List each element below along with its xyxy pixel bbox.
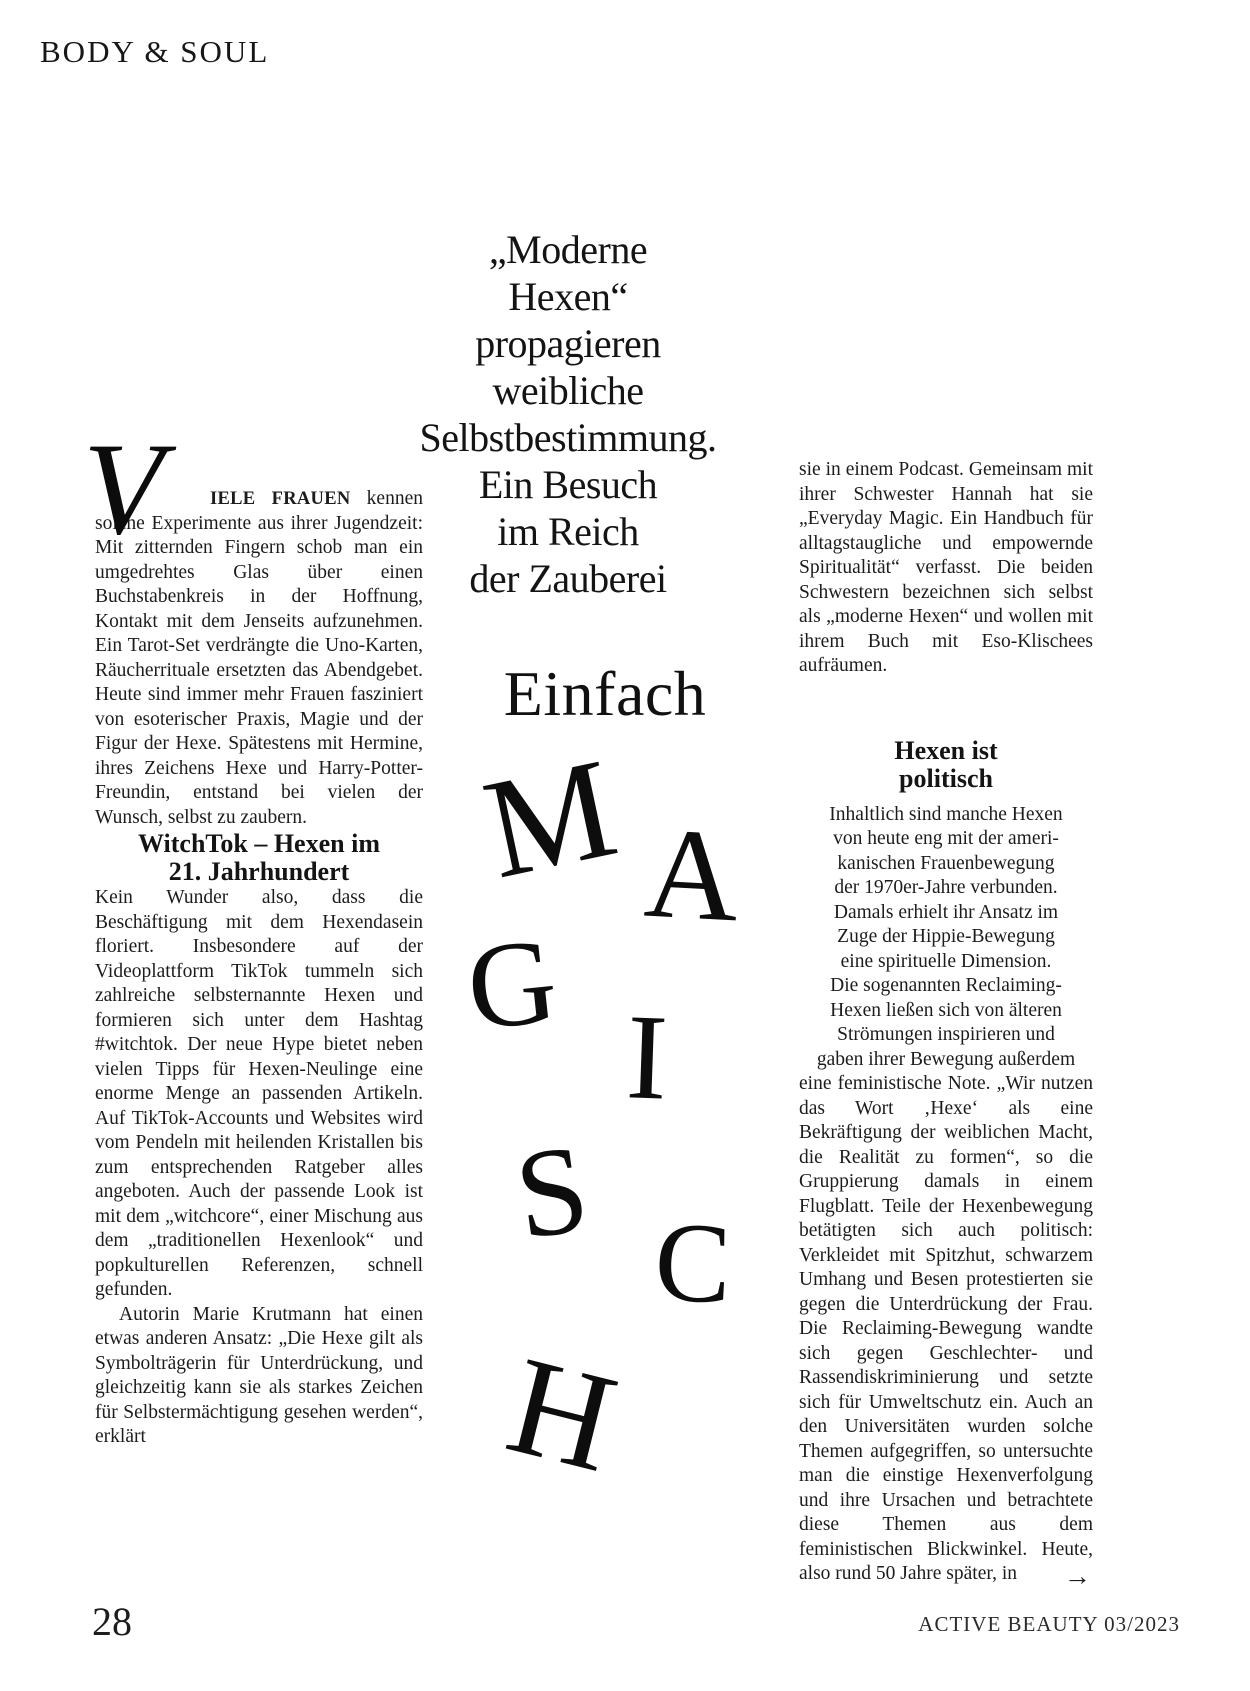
subhead-line: Hexen ist xyxy=(894,735,998,765)
pull-quote xyxy=(370,226,766,602)
wrapped-text-line: Zuge der Hippie-Bewegung xyxy=(837,926,1055,947)
scatter-letter-c: C xyxy=(652,1197,734,1328)
page-number: 28 xyxy=(92,1599,132,1644)
body-paragraph: sie in einem Podcast. Gemeinsam mit ihrer Schwester Hannah hat sie „Everyday Magic. Ein Handbuch für alltagstaugliche und empowernde Spiritualität“ verfasst. Die beiden Schwestern bezeichnen sich selbst als „moderne Hexen“ und wollen mit ihrem Buch mit Eso-Klischees aufräumen. xyxy=(799,459,1093,676)
wrapped-text-line: Strömungen inspirieren und xyxy=(837,1024,1055,1045)
body-paragraph: Autorin Marie Krutmann hat einen etwas anderen Ansatz: „Die Hexe gilt als Symbolträgerin für Unterdrückung, und gleichzeitig kann sie als starkes Zeichen für Selbstermächtigung gesehen werden“, erklärt xyxy=(95,1303,423,1447)
wrapped-text-block xyxy=(799,803,1093,1073)
intro-text: kennen solche Experimente aus ihrer Jugendzeit: Mit zitternden Fingern schob man ein umgedrehtes Glas über einen Buchstabenkreis in der Hoffnung, Kontakt mit dem Jenseits aufzunehmen. Ein Tarot-Set verdrängte die Uno-Karten, Räucherrituale ersetzten das Abendgebet. Heute sind immer mehr Frauen fasziniert von esoterischer Praxis, Magie und der Figur der Hexe. Spätestens mit Hermine, ihres Zeichens Hexe und Harry-Potter-Freundin, entstand bei vielen der Wunsch, selbst zu zaubern. xyxy=(95,488,423,828)
pull-quote-line: im Reich xyxy=(497,509,639,554)
subhead-line: 21. Jahrhundert xyxy=(168,857,350,886)
wrapped-text-line: von heute eng mit der ameri- xyxy=(833,828,1059,849)
section-label: BODY & SOUL xyxy=(40,34,270,69)
pull-quote-line: Ein Besuch xyxy=(478,462,658,507)
wrapped-text-line: Hexen ließen sich von älteren xyxy=(830,999,1062,1021)
wrapped-text-line: kanischen Frauenbewegung xyxy=(837,852,1055,874)
body-text: eine feministische Note. „Wir nutzen das Wort ‚Hexe‘ als eine Bekräftigung der weiblichen Macht, die Realität zu formen“, so die Gruppierung damals in einem Flugblatt. Teile der Hexenbewegung betätigten sich auch politisch: Verkleidet mit Spitzhut, schwarzem Umhang und Besen protestierten sie gegen die Unterdrückung der Frau. Die Reclaiming-Bewegung wandte sich gegen Geschlechter- und Rassendiskriminierung und setzte sich für Umweltschutz ein. Auch an den Universitäten wurden solche Themen aufgegriffen, so untersuchte man die einstige Hexenverfolgung und ihre Ursachen und betrachtete diese Themen aus dem feministischen Blickwinkel. Heute, also rund 50 Jahre später, in xyxy=(799,1073,1093,1584)
wrapped-text-line: der 1970er-Jahre verbunden. xyxy=(834,877,1058,898)
body-paragraph: Kein Wunder also, dass die Beschäftigung mit dem Hexendasein floriert. Insbesondere auf der Videoplattform TikTok tummeln sich zahlreiche selbsternannte Hexen und formieren sich unter dem Hashtag #witchtok. Der neue Hype bietet neben vielen Tipps für Hexen-Neulinge eine enorme Menge an passenden Artikeln. Auf TikTok-Accounts und Websites wird vom Pendeln mit heilenden Kristallen bis zum entsprechenden Ratgeber alles angeboten. Auch der passende Look ist mit dem „witchcore“, einer Mischung aus dem „traditionellen Hexenlook“ und popkulturellen Referenzen, schnell gefunden. xyxy=(95,887,423,1300)
scatter-letter-i: I xyxy=(624,989,670,1126)
wrapped-text-line: Die sogenannten Reclaiming- xyxy=(830,975,1062,996)
wrapped-text-line: Inhaltlich sind manche Hexen xyxy=(829,803,1063,825)
pull-quote-line: Selbstbestimmung. xyxy=(419,415,717,460)
headline-word: Einfach xyxy=(503,658,707,729)
pull-quote-line: propagieren xyxy=(475,321,661,366)
pull-quote-line: Hexen“ xyxy=(508,274,628,319)
subhead-line: politisch xyxy=(899,763,993,793)
subhead-hexen-politisch xyxy=(799,737,1093,793)
drop-cap: V xyxy=(83,415,164,562)
continuation-arrow-icon: → xyxy=(1064,1561,1091,1591)
wrapped-text-line: Damals erhielt ihr Ansatz im xyxy=(833,901,1059,923)
scatter-letter-g: G xyxy=(461,912,563,1057)
intro-paragraph xyxy=(83,415,423,830)
pull-quote-line: der Zauberei xyxy=(469,556,667,601)
lead-in-text: IELE FRAUEN xyxy=(210,489,351,509)
wrapped-text-line: eine spirituelle Dimension. xyxy=(840,950,1052,972)
body-paragraph xyxy=(799,1072,1093,1591)
scatter-letter-m: M xyxy=(471,727,629,909)
scatter-letter-s: S xyxy=(507,1118,597,1267)
subhead-witchtok xyxy=(95,830,423,886)
scatter-letter-h: H xyxy=(494,1327,630,1502)
magazine-issue-label: ACTIVE BEAUTY 03/2023 xyxy=(918,1612,1180,1636)
wrapped-text-line: gaben ihrer Bewegung außerdem xyxy=(816,1048,1076,1070)
subhead-line: WitchTok – Hexen im xyxy=(138,829,380,858)
left-column xyxy=(83,415,423,1450)
scatter-letter-a: A xyxy=(641,800,743,950)
pull-quote-line: weibliche xyxy=(492,368,644,413)
pull-quote-line: „Moderne xyxy=(488,227,648,272)
right-column xyxy=(799,458,1093,1591)
